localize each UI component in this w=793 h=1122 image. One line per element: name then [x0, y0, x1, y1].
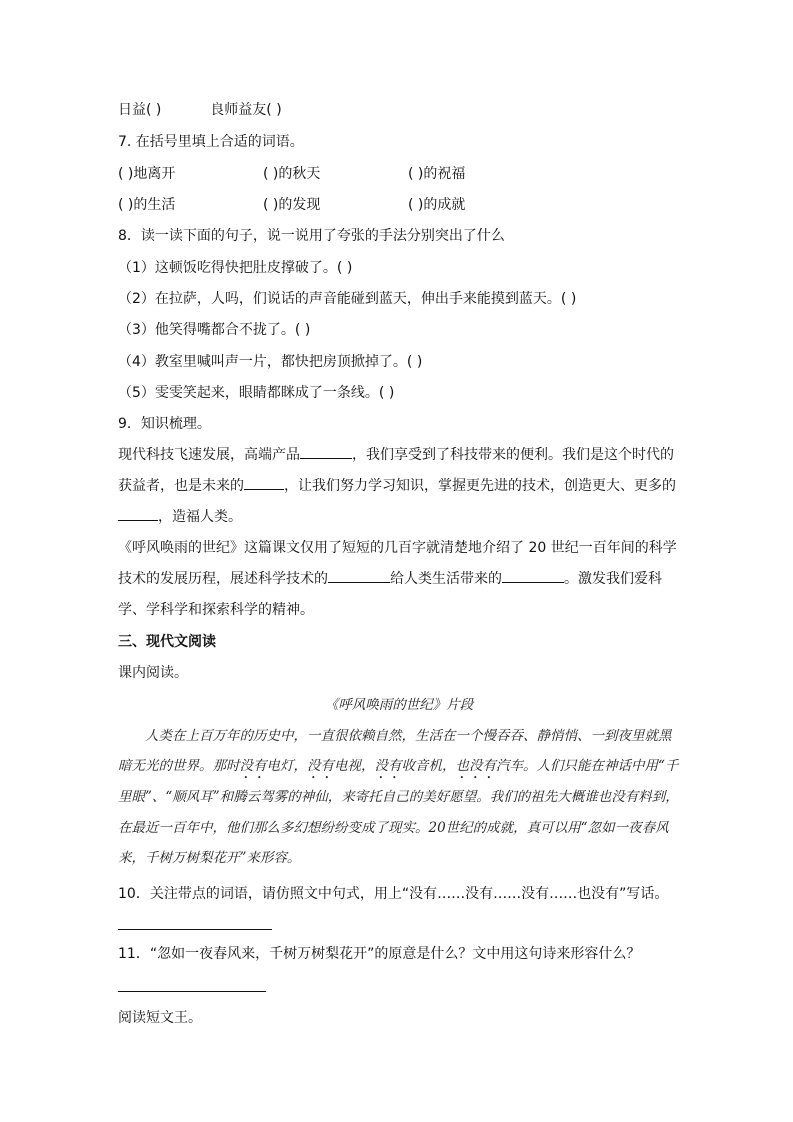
idiom-riyi: 日益( )	[118, 102, 162, 118]
passage-title: 《呼风唤雨的世纪》片段	[324, 697, 474, 713]
q7-blank-1[interactable]: ( )地离开	[118, 166, 176, 182]
dotted-word-4: 也没有	[455, 758, 496, 774]
q11-text: 11．“忽如一夜春风来，千树万树梨花开”的原意是什么？文中用这句诗来形容什么？	[118, 946, 641, 962]
q7-blank-4[interactable]: ( )的生活	[118, 197, 176, 213]
q7-blank-6[interactable]: ( )的成就	[408, 197, 466, 213]
q10-answer-line[interactable]	[118, 929, 272, 930]
q8-item-3: （3）他笑得嘴都合不拢了。( )	[118, 322, 311, 338]
dotted-word-1: 没有	[239, 758, 267, 774]
footer-text: 阅读短文王。	[118, 1010, 202, 1026]
reading-passage	[118, 690, 680, 874]
q9-blank-2[interactable]	[244, 474, 284, 490]
q8-title: 8．读一读下面的句子，说一说用了夸张的手法分别突出了什么	[118, 228, 505, 244]
q8-item-2: （2）在拉萨，人吗，们说话的声音能碰到蓝天，伸出手来能摸到蓝天。( )	[118, 291, 577, 307]
q9-paragraph-2: 《呼风唤雨的世纪》这篇课文仅用了短短的几百字就清楚地介绍了 20 世纪一百年间的科学技术的发展历程，展述科学技术的 给人类生活带来的 。激发我们爱科学、学科学和探索科学的精神。	[118, 540, 677, 618]
dotted-word-2: 没有	[307, 758, 334, 774]
q11-answer-line[interactable]	[118, 991, 266, 992]
q8-item-1: （1）这顿饭吃得快把肚皮撑破了。( )	[118, 260, 353, 276]
q9-title: 9．知识梳理。	[118, 416, 211, 432]
q7-title: 7. 在括号里填上合适的词语。	[118, 134, 304, 150]
q7-blank-2[interactable]: ( )的秋天	[263, 166, 321, 182]
section-3-subtitle: 课内阅读。	[118, 665, 188, 681]
q10-text: 10．关注带点的词语，请仿照文中句式，用上“没有……没有……没有……也没有”写话。	[118, 886, 669, 902]
passage-text: 人类在上百万年的历史中，一直很依赖自然，生活在一个慢吞吞、静悄悄、一到夜里就黑暗无光的世界。那时没有电灯，没有电视，没有收音机，也没有汽车。人们只能在神话中用“千里眼”、“顺风耳”和腾云驾雾的神仙，来寄托自己的美好愿望。我们的祖先大概谁也没有料到，在最近一百年中，他们那么多幻想纷纷变成了现实。20世纪的成就，真可以用“忽如一夜春风来，千树万树梨花开”来形容。	[118, 727, 679, 866]
idiom-liangshiyiyou: 良师益友( )	[210, 102, 282, 118]
dotted-word-3: 没有	[374, 758, 402, 774]
q7-blank-5[interactable]: ( )的发现	[263, 197, 321, 213]
q7-blank-3[interactable]: ( )的祝福	[408, 166, 466, 182]
q7-row-1	[118, 164, 465, 184]
q9-blank-4[interactable]	[328, 567, 390, 583]
q9-blank-3[interactable]	[118, 505, 158, 521]
q7-row-2	[118, 195, 465, 215]
q9-blank-1[interactable]	[300, 443, 352, 459]
q9-blank-5[interactable]	[502, 567, 564, 583]
section-3-title: 三、现代文阅读	[118, 634, 216, 650]
q9-paragraph-1: 现代科技飞速发展，高端产品 ，我们享受到了科技带来的便利。我们是这个时代的获益者，也是未来的 ，让我们努力学习知识，掌握更先进的技术，创造更大、更多的，造福人类。	[118, 440, 678, 533]
q8-item-5: （5）雯雯笑起来，眼睛都眯成了一条线。( )	[118, 385, 395, 401]
q8-item-4: （4）教室里喊叫声一片，都快把房顶掀掉了。( )	[118, 354, 423, 370]
idiom-line	[118, 100, 282, 120]
